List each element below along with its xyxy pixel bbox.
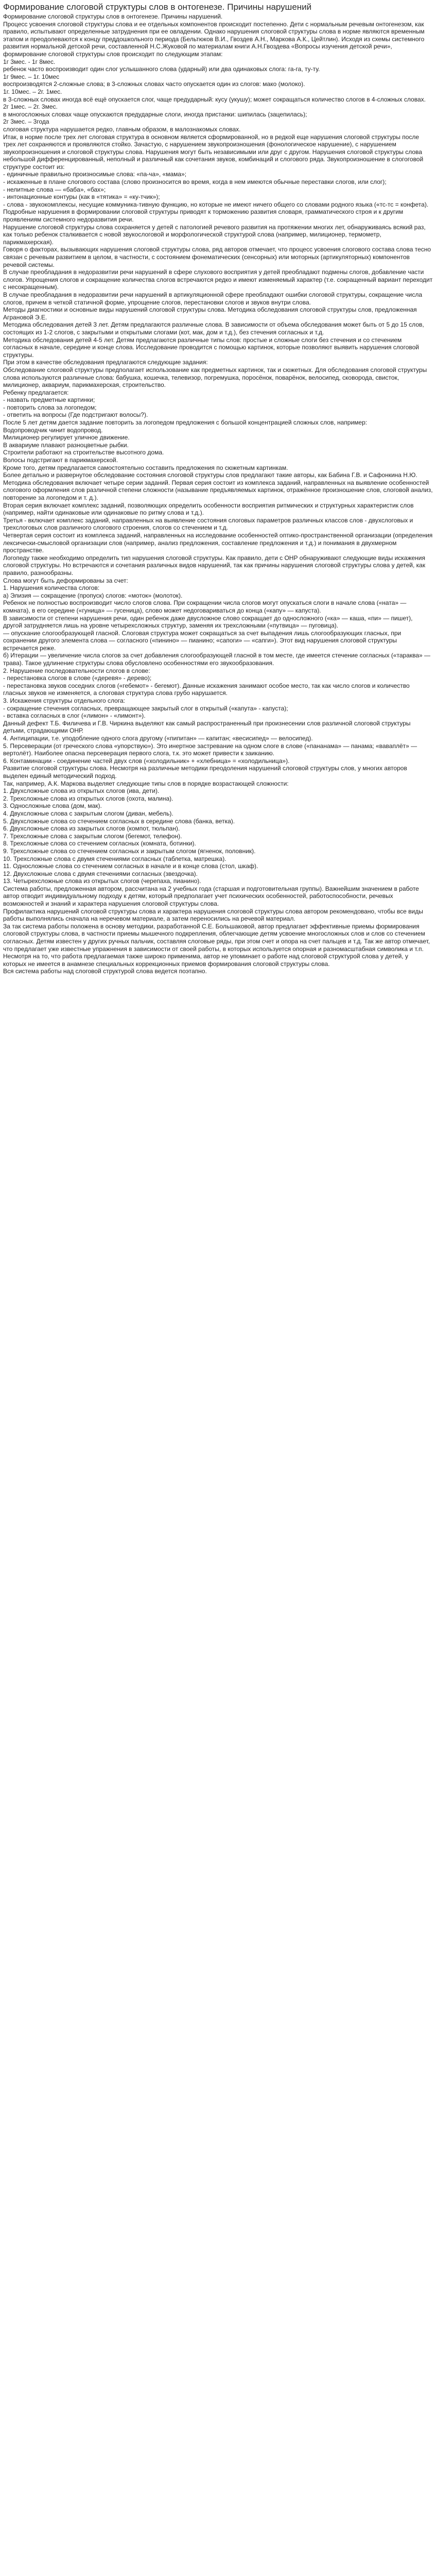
paragraph: 1. Двухсложные слова из открытых слогов (ива, дети). [3,787,160,795]
paragraph: - сокращение стечения согласных, превращающее закрытый слог в открытый («капута» - капуста); [3,704,288,712]
paragraph: Кроме того, детям предлагается самостоятельно составить предложения по сюжетным картинкам. [3,464,288,471]
paragraph: - единичные правильно произносимые слова: «па-ча», «мама»; [3,171,187,178]
paragraph: Милиционер регулирует уличное движение. [3,434,130,442]
paragraph: Слова могут быть деформированы за счет: [3,577,128,584]
paragraph: Подробные нарушения в формировании слоговой структуры приводят к торможению развития словаря, грамматического строя и к другим проявлениям системного недоразвития речи. [3,208,404,224]
paragraph: Методы диагностики и основные виды нарушений слоговой структуры слова. Методика обследования слоговой структуры слов, предложенная Аграновой Э.Е. [3,306,417,321]
paragraph: 3. Искажения структуры отдельного слога: [3,697,125,705]
paragraph: 4. Двухсложные слова с закрытым слогом (диван, мебель). [3,809,173,817]
paragraph: 10. Трехсложные слова с двумя стечениями согласных (таблетка, матрешка). [3,855,226,862]
paragraph: Система работы, предложенная автором, рассчитана на 2 учебных года (старшая и подготовительная группы). Важнейшим значением в работе автор отводит индивидуальному подходу к детям, который предполагает учет психических особенностей, работоспособности, речевых возможностей и знаний и характера нарушения слоговой структуры слова. [3,885,419,908]
paragraph: б) Итерации — увеличение числа слогов за счет добавления слогообразующей гласной в том месте, где имеется стечение согласных («тараква» — трава). Такое удлинение структуры слова обусловлено особенностями его звукообразования. [3,652,431,667]
paragraph: Четвертая серия состоит из комплекса заданий, направленных на исследование особенностей оптико-пространственной организации (определения лексически-смысловой организации слов (например, анализ предложения, составление предложения и т.д.) и понимания в двухмерном пространстве. [3,531,433,554]
paragraph: - перестановка звуков соседних слогов («гебемот» - бегемот). Данные искажения занимают особое место, так как число слогов и количество гласных звуков не изменяется, а слоговая структура слова грубо нарушается. [3,682,410,697]
paragraph: При этом в качестве обследования предлагаются следующие задания: [3,359,208,366]
paragraph: 2г 1мес. – 2г. 3мес. [3,103,58,111]
paragraph: 3. Односложные слова (дом, мак). [3,802,102,810]
paragraph: - перестановка слогов в слове («деревя» - дерево); [3,674,152,682]
paragraph: Обследование слоговой структуры предполагает использование как предметных картинок, так и сюжетных. Для обследования слоговой структуры слова используются различные слова: бабушка, кошечка, телевизор, погремушка, поросёнок, поварёнок, велосипед, сковорода, свисток, милиционер, аквариум, парикмахерская, строительство. [3,366,427,389]
paragraph: 13. Четырехсложные слова из открытых слогов (черепаха, пианино). [3,877,201,885]
paragraph: 4. Антиципации, т.е. уподобление одного слога другому («пипитан» — капитан; «весисипед» — велосипед). [3,735,313,742]
paragraph: За так система работы положена в основу методики, разработанной С.Е. Большаковой, автор предлагает эффективные приемы формирования слоговой структуры слова, в частности приемы мышечного подкрепления, облегчающие детям усвоение многосложных слов и слов со стечением согласных. Детям известен у других ручных пальчик, составляя слоговые ряды, при этом счет и опора на счет пальцев и т.д. Так же автор отмечает, что предлагает уже известные упражнения в зависимости от своей работы, в которых используется опорная и разномасштабная символика и т.п. Несмотря на то, что работа предлагаемая также широко применима, автор не упоминает о работе над слоговой структурой слова у детей, у которых не имеется в анамнезе специальных коррекционных приемов формирования слоговой структуры слова. [3,922,430,968]
paragraph: 1г. 10мес. – 2г. 1мес. [3,88,62,95]
paragraph: 1. Нарушения количества слогов: [3,584,100,592]
paragraph: 5. Персеверации (от греческого слова «упорствую»). Это инертное застревание на одном слоге в слове («пананама» — панама; «ваваплёт» — вертолёт). Наиболее опасна персеверация первого слога, т.к. это может привести к заиканию. [3,742,417,757]
paragraph: - повторить слова за логопедом; [3,403,97,411]
paragraph: Ребенку предлагается: [3,388,69,396]
paragraph: Формирование слоговой структуры слов в онтогенезе. Причины нарушений. [3,13,223,20]
paragraph: - назвать предметные картинки; [3,396,95,404]
paragraph: 12. Двухсложные слова с двумя стечениями согласных (звездочка). [3,870,198,877]
paragraph: Данный дефект Т.Б. Филичева и Г.В. Чиркина выделяют как самый распространенный при произнесении слов различной слоговой структуры детьми, страдающими ОНР. [3,719,411,735]
paragraph: Так, например, А.К. Маркова выделяет следующие типы слов в порядке возрастающей сложности: [3,779,289,787]
paragraph: в многосложных словах чаще опускаются предударные слоги, иногда пристанки: шипилась (зацепилась); [3,110,307,118]
paragraph: Третья - включает комплекс заданий, направленных на выявление состояния слоговых параметров различных классов слов - двухслоговых и трехслоговых слов различного слогового строения, слогов со стечением и т.д. [3,516,413,532]
paragraph: Методика обследования детей 4-5 лет. Детям предлагаются различные типы слов: простые и сложные слоги без стечения и со стечением согласных в начале, середине и конце слова. Исследование проводится с помощью картинок, которые позволяют выявить нарушения слоговой структуры. [3,336,419,359]
paragraph: воспроизводятся 2-сложные слова; в 3-сложных словах часто опускается один из слогов: мако (молоко). [3,80,305,88]
paragraph: - слова - звукокомплексы, несущие коммуника-тивную функцию, но которые не имеют ничего общего со словами родного языка («тс-тс = конфета). [3,200,429,208]
paragraph: 9. Трехсложные слова со стечением согласных и закрытым слогом (ягненок, половник). [3,847,256,855]
paragraph: слоговая структура нарушается редко, главным образом, в малознакомых словах. [3,125,241,133]
paragraph: - ответить на вопросы (Где подстригают волосы?). [3,411,148,419]
paragraph: 8. Трехсложные слова со стечением согласных (комната, ботинки). [3,840,196,848]
paragraph: Вторая серия включает комплекс заданий, позволяющих определить особенности восприятия ритмических и структурных характеристик слов (например, найти одинаковые или одинаковые по ритму слова и т.д.). [3,501,414,517]
paragraph: а) Элизия — сокращение (пропуск) слогов: «моток» (молоток). [3,591,183,599]
paragraph: 11. Односложные слова со стечением согласных в начале и в конце слова (стол, шкаф). [3,862,258,870]
paragraph: Ребенок не полностью воспроизводит число слогов слова. При сокращении числа слогов могут опускаться слоги в начале слова («ната» — комната), в его середине («гуница» — гусеница), слово может недоговариваться до конца («капу» — капуста). [3,599,407,614]
paragraph: В аквариуме плавают разноцветные рыбки. [3,441,129,449]
paragraph: 2г 3мес. – 3года [3,118,49,126]
paragraph: - искаженные в плане слогового состава (слово произносится во время, когда в нем имеются обычные переставки слогов, или слог); [3,178,387,186]
paragraph: в 3-сложных словах иногда всё ещё опускается слог, чаще предударный: кусу (укушу); может сокращаться количество слогов в 4-сложных словах. [3,95,426,103]
paragraph: В случае преобладания в недоразвитии речи нарушений в сфере слухового восприятия у детей преобладают подмены слогов, добавление части слогов. Упрощения слогов и сокращение количества слогов встречаются редко и имеют изменяемый характер (т.е. сокращенный вариант переходит с несокращенным). [3,268,433,291]
paragraph: 5. Двухсложные слова со стечением согласных в середине слова (банка, ветка). [3,817,235,825]
paragraph: Волосы подстригают в парикмахерской. [3,456,118,464]
paragraph: Методика обследования детей 3 лет. Детям предлагаются различные слова. В зависимости от объема обследования может быть от 5 до 15 слов, состоящих из 1-2 слогов, с закрытыми и открытыми слогами (кот, мак, дом и т.д.), без стечения согласных и т.д. [3,321,424,336]
paragraph: 7. Трехсложные слова с закрытым слогом (бегемот, телефон). [3,832,182,840]
paragraph: После 5 лет детям дается задание повторить за логопедом предложения с большой концентрацией сложных слов, например: [3,419,368,427]
paragraph: Строители работают на строительстве высотного дома. [3,449,164,456]
paragraph: Вся система работы над слоговой структурой слова ведется поэтапно. [3,968,207,975]
paragraph: 6. Контаминации - соединение частей двух слов («холодильник» + «хлебница» = «холодильница»). [3,757,290,765]
paragraph: Нарушение слоговой структуры слова сохраняется у детей с патологией речевого развития на протяжении многих лет, обнаруживаясь всякий раз, как только ребенок сталкивается с новой звукослоговой и морфологической структурой слова (например, милиционер, термометр, парикмахерская). [3,223,426,246]
paragraph: - нелитные слова — «бaбa», «бах»; [3,185,106,193]
paragraph: В случае преобладания в недоразвитии речи нарушений в артикуляционной сфере преобладают ошибки слоговой структуры, сокращение числа слогов, причем в четкой статичной форме, упрощение слогов, перестановки слогов и звуков внутри слова. [3,291,423,306]
paragraph: - интонационные контуры (как в «тятика» = «ку-тчик»); [3,193,160,201]
paragraph: 2. Трехсложные слова из открытых слогов (охота, малина). [3,794,173,802]
paragraph: 1г 9мес. – 1г. 10мес [3,73,60,80]
paragraph: Более детально и развернутое обследование состояния слоговой структуры слов предлагают такие авторы, как Бабина Г.В. и Сафонкина Н.Ю. Методика обследования включает четыре серии заданий. Первая серия состоит из комплекса заданий, направленных на выявление особенностей слогового оформления слов различной степени сложности (называние предъявляемых картинок, отражённое произношение слов, слоговой анализ, повторение за логопедом и т. д.). [3,471,433,501]
paragraph: Говоря о факторах, вызывающих нарушения слоговой структуры слова, ряд авторов отмечает, что процесс усвоения слогового состава слова тесно связан с речевым развитием в целом, в частности, с состоянием фонематических (сенсорных) или моторных (артикуляторных) компонентов речевой системы. [3,246,431,268]
paragraph: — опускание слогообразующей гласной. Слоговая структура может сокращаться за счет выпадения лишь слогообразующих гласных, при сохранении другого элемента слова — согласного («пинино» — пианино; «сапоги» — «сапги»). Этот вид нарушения слоговой структуры встречается реже. [3,629,402,652]
paragraph: Логопеду также необходимо определить тип нарушения слоговой структуры. Как правило, дети с ОНР обнаруживают следующие виды искажения слоговой структуры. Но встречаются и сочетания различных видов нарушений, так как причины нарушения слоговой структуры слова у детей, как правило, разнообразны. [3,554,426,577]
paragraph: Процесс усвоения слоговой структуры слова и ее отдельных компонентов происходит постепенно. Дети с нормальным речевым онтогенезом, как правило, испытывают определенные затруднения при ее овладении. Однако нарушения слоговой структуры слова в норме являются временным этапом и преодолеваются к концу преддошкольного периода (Бельтюков В.И., Гвоздев А.Н., Маркова А.К., Цейтлин). Исходя из схемы системного развития нормальной детской речи, составленной Н.С.Жуковой по материалам книги А.Н.Гвоздева «Вопросы изучения детской речи», формирование слоговой структуры слов происходит по следующим этапам: [3,20,425,58]
paragraph: ребенок часто воспроизводит один слог услышанного слова (ударный) или два одинаковых слога: га-га, ту-ту. [3,65,320,73]
page-title: Формирование слоговой структуры слов в онтогенезе. Причины нарушений [3,2,312,12]
paragraph: Профилактика нарушений слоговой структуры слова и характера нарушения слоговой структуры слова автором рекомендовано, чтобы все виды работы выполнялись сначала на неречевом материале, а затем переносились на речевой материал. [3,907,423,923]
paragraph: Водопроводчик чинит водопровод. [3,426,103,434]
paragraph: Развитие слоговой структуры слова. Несмотря на различные методики преодоления нарушений слоговой структуры слов, у многих авторов выделен единый методический подход. [3,765,407,779]
paragraph: 1г 3мес. - 1г 8мес. [3,58,56,65]
paragraph: 6. Двухсложные слова из закрытых слогов (компот, тюльпан). [3,825,180,833]
paragraph: - вставка согласных в слог («лимон» - «лимонт»). [3,712,146,720]
paragraph: В зависимости от степени нарушения речи, один ребенок даже двусложное слово сокращает до односложного («ка» — каша, «пи» — пишет), другой затрудняется лишь на уровне четырехсложных структур, заменяя их трехсложными («путвица» — пуговица). [3,614,413,630]
paragraph: Итак, в норме после трех лет слоговая структура в основном является сформированной, но в редкой еще нарушения слоговой структуры после трех лет сохраняются и проявляются стойко. Зачастую, с нарушением звукопроизношения (фонологическое нарушение), с нарушением звукопроизношения и слоговой структуры слова. Нарушения могут быть независимыми или друг с другом. Нарушения слоговой структуры слова небольшой дифференцированный, неполный и различный как сочетания звуков, комбинаций и слогового ряда. Звукопроизношение в слогоговой структуре состоит из: [3,133,424,171]
paragraph: 2. Нарушение последовательности слогов в слове: [3,667,150,674]
page [0,0,436,978]
article-body [3,13,433,975]
